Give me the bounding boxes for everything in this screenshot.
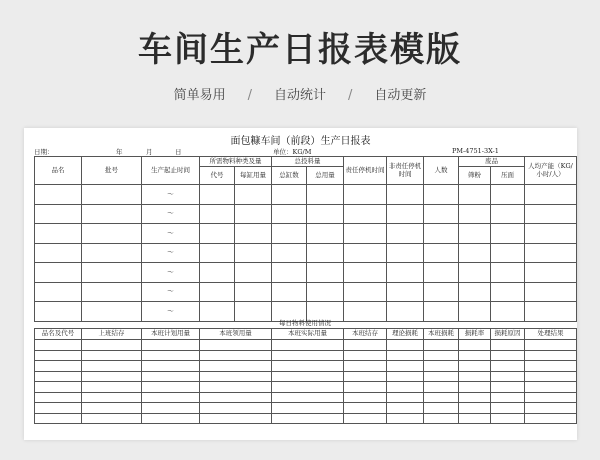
table-cell[interactable] [200, 263, 235, 283]
table-cell[interactable] [35, 413, 82, 424]
table-cell[interactable] [82, 282, 142, 302]
table-cell[interactable] [525, 282, 577, 302]
time-range-cell[interactable]: ～ [142, 224, 200, 244]
table-cell[interactable] [82, 204, 142, 224]
table-cell[interactable] [491, 185, 525, 205]
table-cell[interactable] [424, 185, 459, 205]
column-header: 理论损耗 [387, 329, 424, 340]
date-day: 日 [175, 148, 182, 156]
table-cell[interactable] [82, 340, 142, 351]
table-cell[interactable] [491, 371, 525, 382]
table-cell[interactable] [272, 224, 307, 244]
column-header: 损耗原因 [491, 329, 525, 340]
header-sieved-powder: 筛粉 [459, 167, 491, 185]
table-cell[interactable] [235, 185, 272, 205]
header-waste-group: 废品 [459, 157, 525, 167]
table-cell[interactable] [272, 204, 307, 224]
table-cell[interactable] [491, 243, 525, 263]
table-cell[interactable] [387, 371, 424, 382]
table-cell[interactable] [525, 413, 577, 424]
table-cell[interactable] [525, 382, 577, 393]
section-title: 每日物料使用情况 [279, 319, 331, 327]
table-cell[interactable] [82, 263, 142, 283]
table-cell[interactable] [35, 392, 82, 403]
table-row [35, 263, 577, 283]
table-cell[interactable] [235, 243, 272, 263]
table-cell[interactable] [459, 413, 491, 424]
table-cell[interactable] [200, 340, 272, 351]
table-cell[interactable] [424, 263, 459, 283]
table-cell[interactable] [387, 361, 424, 372]
table-cell[interactable] [459, 263, 491, 283]
table-cell[interactable] [272, 350, 344, 361]
table-cell[interactable] [344, 371, 387, 382]
table-cell[interactable] [35, 243, 82, 263]
table-cell[interactable] [424, 243, 459, 263]
tag-separator: / [247, 88, 252, 103]
table-cell[interactable] [82, 243, 142, 263]
table-cell[interactable] [525, 204, 577, 224]
table-cell[interactable] [82, 382, 142, 393]
table-cell[interactable] [35, 263, 82, 283]
table-cell[interactable] [525, 350, 577, 361]
table-cell[interactable] [235, 263, 272, 283]
table-row [35, 371, 577, 382]
table-cell[interactable] [525, 403, 577, 414]
table-cell[interactable] [272, 413, 344, 424]
table-cell[interactable] [200, 403, 272, 414]
column-header: 本班结存 [344, 329, 387, 340]
header-responsible-downtime: 责任停机时间 [344, 157, 387, 185]
time-range-cell[interactable]: ～ [142, 204, 200, 224]
table-cell[interactable] [491, 282, 525, 302]
table-cell[interactable] [200, 371, 272, 382]
table-cell[interactable] [235, 282, 272, 302]
table-cell[interactable] [344, 204, 387, 224]
table-row [35, 350, 577, 361]
table-cell[interactable] [491, 350, 525, 361]
table-cell[interactable] [272, 392, 344, 403]
header-product-name: 品名 [35, 157, 82, 185]
table-cell[interactable] [200, 224, 235, 244]
time-range-cell[interactable]: ～ [142, 243, 200, 263]
table-cell[interactable] [424, 403, 459, 414]
table-cell[interactable] [459, 204, 491, 224]
table-cell[interactable] [272, 371, 344, 382]
table-cell[interactable] [459, 282, 491, 302]
table-cell[interactable] [525, 371, 577, 382]
table-cell[interactable] [491, 382, 525, 393]
column-header: 本班实际用量 [272, 329, 344, 340]
table-cell[interactable] [387, 403, 424, 414]
table-cell[interactable] [525, 224, 577, 244]
table-cell[interactable] [424, 413, 459, 424]
header-nonresponsible-downtime: 非责任停机时间 [387, 157, 424, 185]
table-cell[interactable] [142, 340, 200, 351]
table-cell[interactable] [424, 361, 459, 372]
table-cell[interactable] [387, 282, 424, 302]
table-cell[interactable] [459, 371, 491, 382]
table-cell[interactable] [424, 392, 459, 403]
column-header: 本班计划用量 [142, 329, 200, 340]
table-cell[interactable] [307, 224, 344, 244]
table-cell[interactable] [344, 243, 387, 263]
table-cell[interactable] [344, 340, 387, 351]
column-header: 损耗率 [459, 329, 491, 340]
table-cell[interactable] [491, 392, 525, 403]
table-cell[interactable] [272, 382, 344, 393]
table-cell[interactable] [459, 243, 491, 263]
table-cell[interactable] [142, 413, 200, 424]
header-material-code: 代号 [200, 167, 235, 185]
table-cell[interactable] [424, 282, 459, 302]
table-row [35, 392, 577, 403]
table-cell[interactable] [387, 185, 424, 205]
table-cell[interactable] [459, 185, 491, 205]
table-cell[interactable] [35, 340, 82, 351]
table-cell[interactable] [525, 392, 577, 403]
table-cell[interactable] [82, 403, 142, 414]
table-cell[interactable] [387, 243, 424, 263]
material-usage-table [34, 328, 577, 424]
column-header: 本班损耗 [424, 329, 459, 340]
header-per-vat-usage: 每缸用量 [235, 167, 272, 185]
table-cell[interactable] [344, 185, 387, 205]
table-cell[interactable] [142, 382, 200, 393]
report-sheet [24, 128, 577, 440]
table-cell[interactable] [272, 361, 344, 372]
table-cell[interactable] [387, 392, 424, 403]
table-cell[interactable] [307, 282, 344, 302]
page-title: 车间生产日报表模版 [138, 30, 462, 70]
unit-label: 单位：KG/M [273, 148, 312, 156]
table-cell[interactable] [200, 243, 235, 263]
table-cell[interactable] [491, 340, 525, 351]
table-cell[interactable] [459, 340, 491, 351]
table-cell[interactable] [344, 361, 387, 372]
table-cell[interactable] [525, 340, 577, 351]
header-material-group: 所需物料种类及量 [200, 157, 272, 167]
table-cell[interactable] [525, 243, 577, 263]
table-row [35, 204, 577, 224]
table-cell[interactable] [307, 243, 344, 263]
table-cell[interactable] [200, 392, 272, 403]
table-cell[interactable] [459, 382, 491, 393]
table-cell[interactable] [82, 392, 142, 403]
table-cell[interactable] [35, 382, 82, 393]
table-cell[interactable] [82, 224, 142, 244]
header-headcount: 人数 [424, 157, 459, 185]
table-cell[interactable] [344, 392, 387, 403]
table-cell[interactable] [424, 204, 459, 224]
table-cell[interactable] [82, 185, 142, 205]
tag-auto-stat: 自动统计 [273, 88, 326, 103]
table-row [35, 340, 577, 351]
table-cell[interactable] [82, 371, 142, 382]
table-row [35, 185, 577, 205]
table-cell[interactable] [307, 204, 344, 224]
table-cell[interactable] [344, 413, 387, 424]
table-cell[interactable] [272, 340, 344, 351]
table-cell[interactable] [272, 403, 344, 414]
table-cell[interactable] [344, 382, 387, 393]
table-cell[interactable] [424, 224, 459, 244]
date-month: 月 [146, 148, 153, 156]
header-pressed-dough: 压面 [491, 167, 525, 185]
table-cell[interactable] [459, 403, 491, 414]
sheet-title: 面包糠车间（前段）生产日报表 [230, 136, 371, 147]
header-capacity-per-person: 人均产能（KG/小时/人） [525, 157, 577, 185]
table-cell[interactable] [272, 263, 307, 283]
table-header-row [35, 329, 577, 340]
table-row [35, 382, 577, 393]
table-cell[interactable] [525, 263, 577, 283]
table-cell[interactable] [344, 224, 387, 244]
tag-auto-update: 自动更新 [374, 88, 427, 103]
table-cell[interactable] [387, 204, 424, 224]
date-year: 年 [116, 148, 123, 156]
column-header: 处理结果 [525, 329, 577, 340]
tag-separator: / [348, 88, 353, 103]
table-cell[interactable] [82, 361, 142, 372]
table-cell[interactable] [200, 413, 272, 424]
table-row [35, 224, 577, 244]
date-label: 日期： [34, 148, 54, 156]
time-range-cell[interactable]: ～ [142, 185, 200, 205]
table-cell[interactable] [142, 403, 200, 414]
table-row [35, 243, 577, 263]
table-cell[interactable] [387, 263, 424, 283]
table-cell[interactable] [424, 371, 459, 382]
table-cell[interactable] [272, 243, 307, 263]
table-cell[interactable] [142, 392, 200, 403]
table-cell[interactable] [82, 413, 142, 424]
table-cell[interactable] [200, 382, 272, 393]
table-cell[interactable] [35, 224, 82, 244]
table-cell[interactable] [35, 371, 82, 382]
table-cell[interactable] [387, 382, 424, 393]
table-cell[interactable] [344, 282, 387, 302]
table-row [35, 361, 577, 372]
table-cell[interactable] [35, 361, 82, 372]
table-cell[interactable] [459, 392, 491, 403]
table-cell[interactable] [344, 263, 387, 283]
table-cell[interactable] [35, 282, 82, 302]
header-total-usage: 总用量 [307, 167, 344, 185]
time-range-cell[interactable]: ～ [142, 282, 200, 302]
production-table [34, 156, 577, 322]
table-cell[interactable] [35, 204, 82, 224]
table-cell[interactable] [459, 361, 491, 372]
table-cell[interactable] [491, 263, 525, 283]
table-cell[interactable] [491, 413, 525, 424]
column-header: 上班结存 [82, 329, 142, 340]
table-row [35, 413, 577, 424]
table-cell[interactable] [82, 350, 142, 361]
table-cell[interactable] [491, 361, 525, 372]
table-cell[interactable] [424, 382, 459, 393]
table-cell[interactable] [387, 413, 424, 424]
table-cell[interactable] [491, 204, 525, 224]
table-cell[interactable] [200, 204, 235, 224]
table-cell[interactable] [459, 224, 491, 244]
header-production-time: 生产起止时间 [142, 157, 200, 185]
table-row [35, 282, 577, 302]
table-cell[interactable] [272, 185, 307, 205]
time-range-cell[interactable]: ～ [142, 302, 200, 322]
table-cell[interactable] [272, 282, 307, 302]
table-cell[interactable] [200, 282, 235, 302]
header-batch-no: 批号 [82, 157, 142, 185]
header-total-feed-group: 总投料量 [272, 157, 344, 167]
table-cell[interactable] [459, 350, 491, 361]
table-cell[interactable] [142, 371, 200, 382]
table-cell[interactable] [35, 185, 82, 205]
table-cell[interactable] [344, 350, 387, 361]
header-total-vats: 总缸数 [272, 167, 307, 185]
form-code: PM-4751-3X-1 [452, 147, 499, 155]
table-cell[interactable] [344, 403, 387, 414]
table-cell[interactable] [200, 185, 235, 205]
table-cell[interactable] [200, 361, 272, 372]
table-cell[interactable] [235, 224, 272, 244]
table-cell[interactable] [424, 350, 459, 361]
table-cell[interactable] [142, 350, 200, 361]
tag-easy: 简单易用 [173, 88, 226, 103]
table-cell[interactable] [387, 350, 424, 361]
table-cell[interactable] [491, 403, 525, 414]
table-cell[interactable] [235, 204, 272, 224]
table-row [35, 403, 577, 414]
table-cell[interactable] [142, 361, 200, 372]
table-cell[interactable] [35, 350, 82, 361]
table-cell[interactable] [525, 361, 577, 372]
table-cell[interactable] [387, 340, 424, 351]
table-cell[interactable] [307, 185, 344, 205]
feature-tags [0, 84, 600, 103]
table-cell[interactable] [424, 340, 459, 351]
column-header: 品名及代号 [35, 329, 82, 340]
table-cell[interactable] [525, 185, 577, 205]
column-header: 本班领用量 [200, 329, 272, 340]
table-cell[interactable] [200, 350, 272, 361]
table-cell[interactable] [35, 403, 82, 414]
table-cell[interactable] [491, 224, 525, 244]
table-cell[interactable] [307, 263, 344, 283]
table-cell[interactable] [387, 224, 424, 244]
time-range-cell[interactable]: ～ [142, 263, 200, 283]
